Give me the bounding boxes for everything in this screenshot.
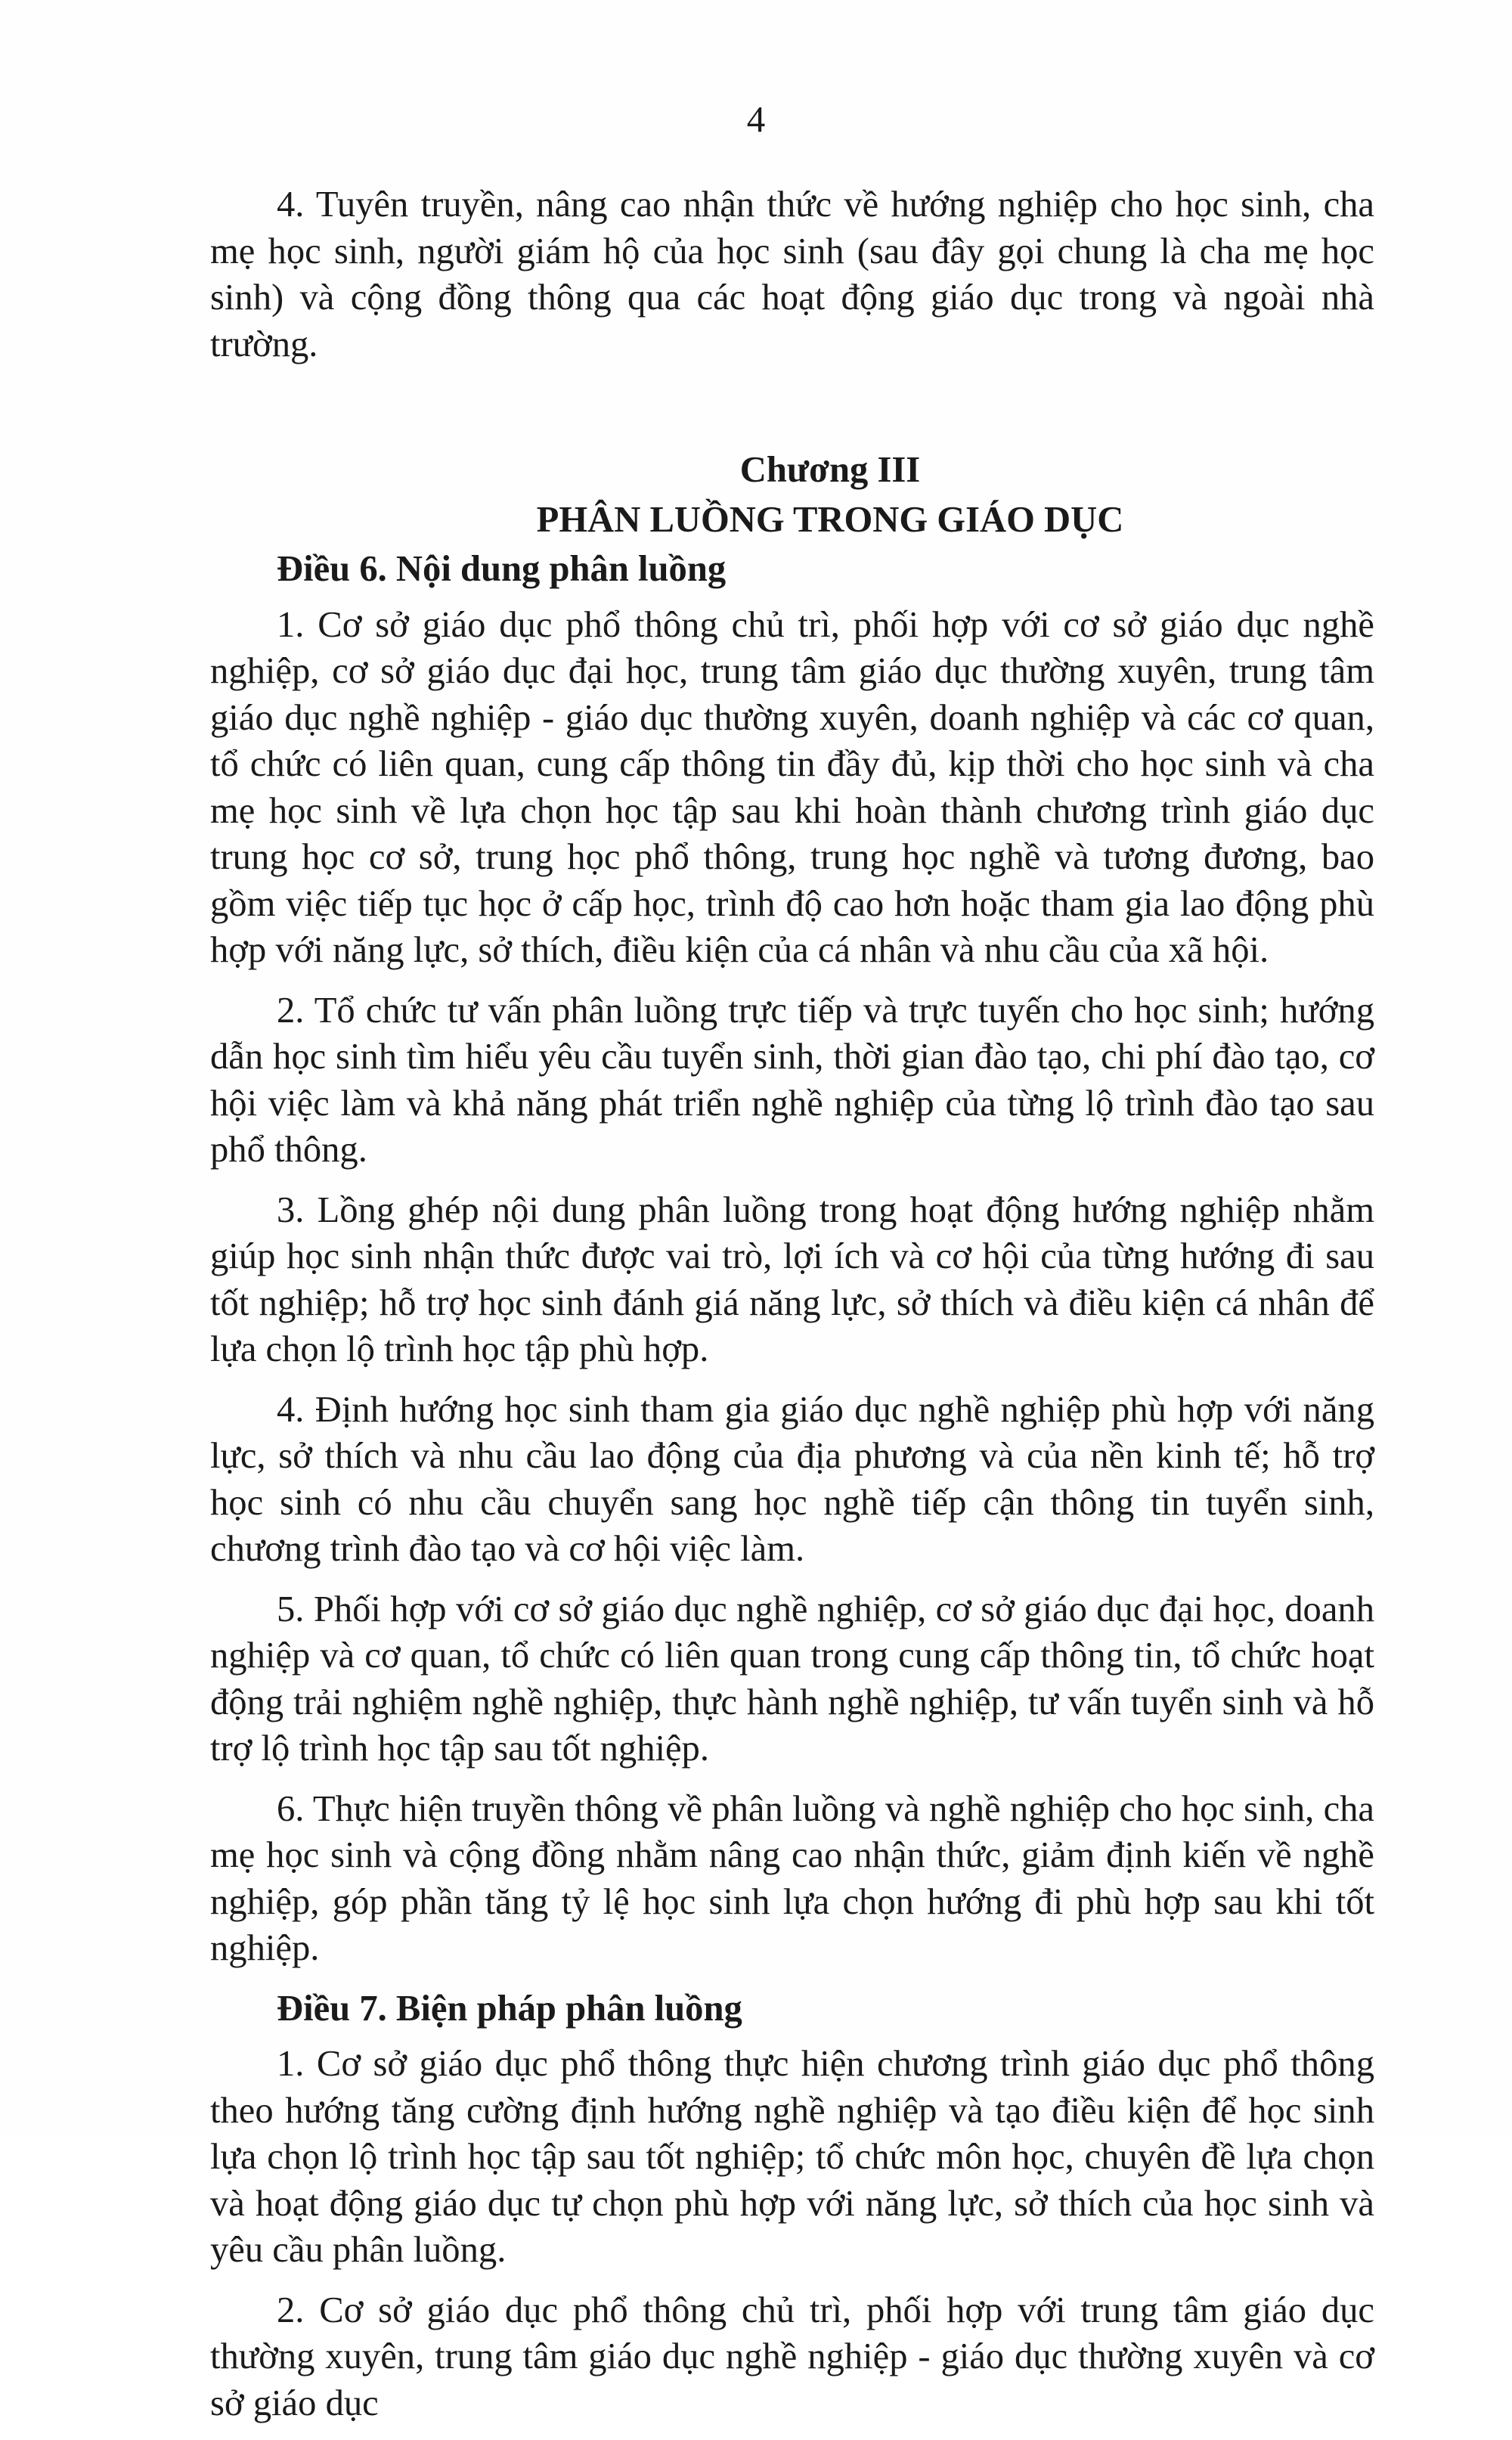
chapter-title: PHÂN LUỒNG TRONG GIÁO DỤC: [536, 498, 1124, 540]
article-7-item-2: 2. Cơ sở giáo dục phổ thông chủ trì, phối hợp với trung tâm giáo dục thường xuyên, trung tâm giáo dục nghề nghiệp - giáo dục thường xuyên và cơ sở giáo dục: [210, 2289, 1374, 2423]
article-6-item-5: 5. Phối hợp với cơ sở giáo dục nghề nghiệp, cơ sở giáo dục đại học, doanh nghiệp và cơ quan, tổ chức có liên quan trong cung cấp thông tin, tổ chức hoạt động trải nghiệm nghề nghiệp, thực hành nghề nghiệp, tư vấn tuyển sinh và hỗ trợ lộ trình học tập sau tốt nghiệp.: [210, 1588, 1374, 1769]
article-6-item-6: 6. Thực hiện truyền thông về phân luồng và nghề nghiệp cho học sinh, cha mẹ học sinh và cộng đồng nhằm nâng cao nhận thức, giảm định kiến về nghề nghiệp, góp phần tăng tỷ lệ học sinh lựa chọn hướng đi phù hợp sau khi tốt nghiệp.: [210, 1787, 1374, 1968]
document-body: [210, 181, 1374, 2440]
article-6-item-1: 1. Cơ sở giáo dục phổ thông chủ trì, phối hợp với cơ sở giáo dục nghề nghiệp, cơ sở giáo dục đại học, trung tâm giáo dục thường xuyên, trung tâm giáo dục nghề nghiệp - giáo dục thường xuyên, doanh nghiệp và các cơ quan, tổ chức có liên quan, cung cấp thông tin đầy đủ, kịp thời cho học sinh và cha mẹ học sinh về lựa chọn học tập sau khi hoàn thành chương trình giáo dục trung học cơ sở, trung học phổ thông, trung học nghề và tương đương, bao gồm việc tiếp tục học ở cấp học, trình độ cao hơn hoặc tham gia lao động phù hợp với năng lực, sở thích, điều kiện của cá nhân và nhu cầu của xã hội.: [210, 603, 1374, 970]
article-7-item-1: 1. Cơ sở giáo dục phổ thông thực hiện chương trình giáo dục phổ thông theo hướng tăng cường định hướng nghề nghiệp và tạo điều kiện để học sinh lựa chọn lộ trình học tập sau tốt nghiệp; tổ chức môn học, chuyên đề lựa chọn và hoạt động giáo dục tự chọn phù hợp với năng lực, sở thích của học sinh và yêu cầu phân luồng.: [210, 2043, 1374, 2270]
article-6-heading: Điều 6. Nội dung phân luồng: [277, 548, 727, 589]
article-6-item-4: 4. Định hướng học sinh tham gia giáo dục nghề nghiệp phù hợp với năng lực, sở thích và nhu cầu lao động của địa phương và của nền kinh tế; hỗ trợ học sinh có nhu cầu chuyển sang học nghề tiếp cận thông tin tuyển sinh, chương trình đào tạo và cơ hội việc làm.: [210, 1388, 1374, 1569]
article-6-item-2: 2. Tổ chức tư vấn phân luồng trực tiếp và trực tuyến cho học sinh; hướng dẫn học sinh tìm hiểu yêu cầu tuyển sinh, thời gian đào tạo, chi phí đào tạo, cơ hội việc làm và khả năng phát triển nghề nghiệp của từng lộ trình đào tạo sau phổ thông.: [210, 989, 1374, 1170]
intro-item: 4. Tuyên truyền, nâng cao nhận thức về hướng nghiệp cho học sinh, cha mẹ học sinh, người giám hộ của học sinh (sau đây gọi chung là cha mẹ học sinh) và cộng đồng thông qua các hoạt động giáo dục trong và ngoài nhà trường.: [210, 184, 1374, 364]
article-7-heading: Điều 7. Biện pháp phân luồng: [277, 1987, 742, 2029]
article-6-item-3: 3. Lồng ghép nội dung phân luồng trong hoạt động hướng nghiệp nhằm giúp học sinh nhận thức được vai trò, lợi ích và cơ hội của từng hướng đi sau tốt nghiệp; hỗ trợ học sinh đánh giá năng lực, sở thích và điều kiện cá nhân để lựa chọn lộ trình học tập phù hợp.: [210, 1189, 1374, 1369]
chapter-number: Chương III: [739, 449, 921, 490]
page-number: 4: [746, 98, 766, 140]
